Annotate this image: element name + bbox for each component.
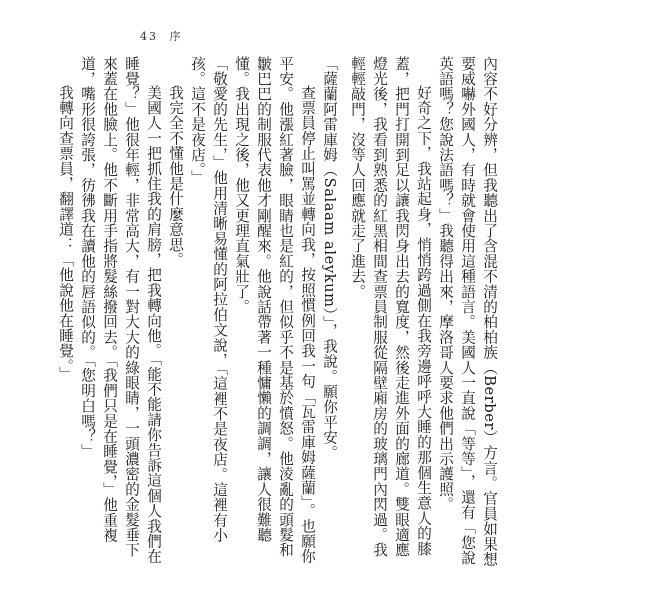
paragraph-3: 「薩蘭阿雷庫姆（Salaam aleykum）」，我說。願你平安。 [321, 56, 338, 461]
paragraph-2: 好奇之下，我站起身，悄悄跨過側在我旁邊呼呼大睡的那個生意人的膝蓋，把門打開到足以讓我閃身出去的寬度，然後走進外面的廊道。雙眼適應燈光後，我看到熟悉的紅黑相間查票員制服從隔壁廂房的玻璃門內閃過。我輕輕敲門，沒等人回應就走了進去。 [349, 56, 432, 558]
page-number: 43 [140, 30, 158, 43]
section-title: 序 [169, 30, 183, 43]
paragraph-1: 內容不好分辨，但我聽出了含混不清的柏柏族（Berber）方言。官員如果想要威嚇外國人，有時就會使用這種語言。美國人一直說「等等」，還有「您說英語嗎？您說法語嗎？」我聽得出來，摩洛哥人要求他們出示護照。 [437, 56, 498, 567]
paragraph-4: 查票員停止叫罵並轉向我，按照慣例回我一句「瓦雷庫姆薩蘭」。也願你平安。他漲紅著臉，眼睛也是紅的，但似乎不是基於憤怒。他淩亂的頭髮和皺巴巴的制服代表他才剛醒來。他說話帶著一種慵懶的調調，讓人很難聽懂。我出現之後，他又更理直氣壯了。 [233, 56, 316, 565]
running-header [140, 28, 183, 44]
vertical-text-block [57, 56, 500, 568]
paragraph-5: 「敬愛的先生，」他用清晰易懂的阿拉伯文說，「這裡不是夜店。這裡有小孩。這不是夜店。」 [189, 56, 228, 543]
paragraph-7: 美國人一把抓住我的肩膀，把我轉向他。「能不能請你告訴這個人我們在睡覺？」他很年輕，非常高大，有一對大大的綠眼睛，一頭濃密的金髮垂下來蓋在他臉上。他不斷用手指將髮絲撥回去。「我們只是在睡覺，」他重複道，嘴形很誇張，彷彿我在讀他的唇語似的。「您明白嗎？」 [79, 56, 162, 565]
paragraph-6: 我完全不懂他是什麼意思。 [167, 85, 184, 268]
paragraph-8: 我轉向查票員，翻譯道：「他說他在睡覺。」 [57, 85, 74, 382]
